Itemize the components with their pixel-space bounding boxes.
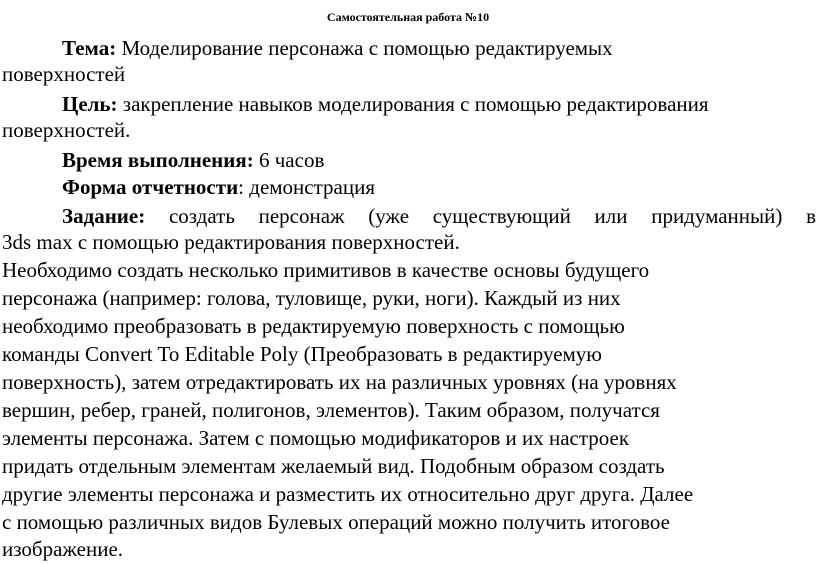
task-label: Задание:	[62, 204, 146, 228]
task-word: создать	[168, 204, 235, 228]
theme-line	[62, 35, 613, 61]
body-paragraph-line: придать отдельным элементам желаемый вид. Подобным образом создать	[2, 454, 665, 478]
body-paragraph-line: с помощью различных видов Булевых операций можно получить итоговое	[2, 510, 671, 534]
task-word: (уже	[368, 204, 410, 228]
report-value: : демонстрация	[238, 175, 375, 199]
task-word: в	[806, 204, 816, 228]
theme-text: Моделирование персонажа с помощью редактируемых	[116, 36, 613, 60]
body-paragraph-line: другие элементы персонажа и разместить их относительно друг друга. Далее	[2, 482, 694, 506]
task-word: придуманный)	[651, 204, 783, 228]
theme-label: Тема:	[62, 36, 117, 60]
task-line	[62, 203, 816, 229]
task-word: персонаж	[258, 204, 345, 228]
body-paragraph-line: вершин, ребер, граней, полигонов, элементов). Таким образом, получатся	[2, 398, 660, 422]
task-line-continued: 3ds max с помощью редактирования поверхностей.	[2, 230, 460, 254]
body-paragraph-line: команды Convert To Editable Poly (Преобразовать в редактируемую	[2, 342, 602, 366]
time-line	[62, 147, 324, 173]
document-title: Самостоятельная работа №10	[326, 10, 490, 24]
body-paragraph-line: Необходимо создать несколько примитивов в качестве основы будущего	[2, 258, 650, 282]
task-word: или	[594, 204, 628, 228]
body-paragraph-line: поверхность), затем отредактировать их на различных уровнях (на уровнях	[2, 370, 677, 394]
goal-line-continued: поверхностей.	[2, 118, 131, 142]
goal-text: закрепление навыков моделирования с помощью редактирования	[117, 92, 709, 116]
time-label: Время выполнения:	[62, 148, 254, 172]
body-paragraph-line: изображение.	[2, 537, 124, 561]
task-word: существующий	[432, 204, 571, 228]
body-paragraph-line: необходимо преобразовать в редактируемую поверхность с помощью	[2, 314, 625, 338]
theme-line-continued: поверхностей	[2, 62, 126, 86]
goal-line	[62, 91, 709, 117]
body-paragraph-line: элементы персонажа. Затем с помощью модификаторов и их настроек	[2, 426, 630, 450]
body-paragraph-line: персонажа (например: голова, туловище, руки, ноги). Каждый из них	[2, 286, 621, 310]
report-label: Форма отчетности	[62, 175, 239, 199]
report-line	[62, 174, 375, 200]
time-value: 6 часов	[253, 148, 325, 172]
goal-label: Цель:	[62, 92, 118, 116]
